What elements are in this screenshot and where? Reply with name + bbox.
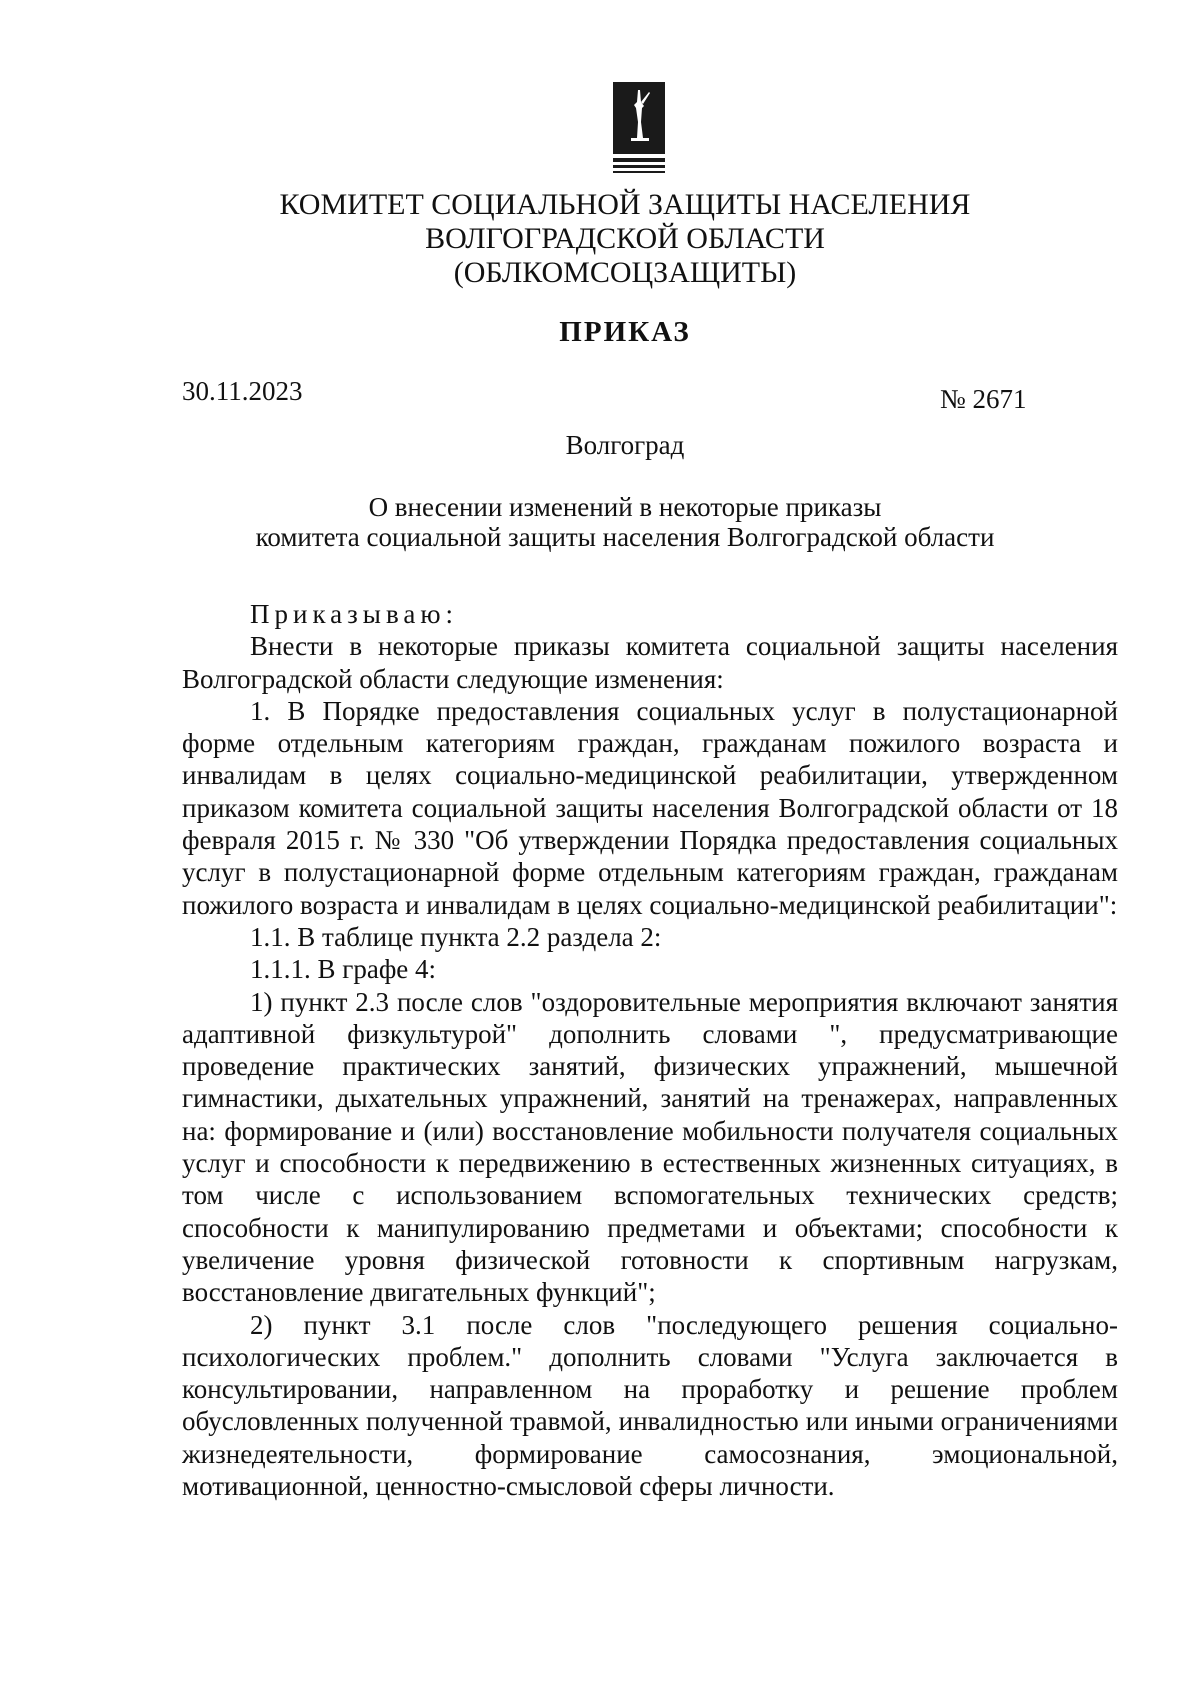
document-date: 30.11.2023 <box>182 376 303 406</box>
document-subject <box>0 492 1200 552</box>
subject-line-1: О внесении изменений в некоторые приказы <box>368 492 882 522</box>
coat-of-arms-icon <box>611 82 667 178</box>
body-paragraph-item-2: 2) пункт 3.1 после слов "последующего решения социально-психологических проблем." дополнить словами "Услуга заключается в консультировании, направленном на проработку и решение проблем обусловленных полученной травмой, инвалидностью или иными ограничениями жизнедеятельности, формирование самосознания, эмоциональной, мотивационной, ценностно-смысловой сферы личности. <box>182 1309 1118 1502</box>
body-paragraph-order: Приказываю: <box>250 599 458 629</box>
org-name-line-3: (ОБЛКОМСОЦЗАЩИТЫ) <box>453 256 797 289</box>
subject-line-2: комитета социальной защиты населения Волгоградской области <box>255 522 995 552</box>
org-name-line-1: КОМИТЕТ СОЦИАЛЬНОЙ ЗАЩИТЫ НАСЕЛЕНИЯ <box>279 188 971 221</box>
body-paragraph-1-1: 1.1. В таблице пункта 2.2 раздела 2: <box>250 921 662 952</box>
document-title: ПРИКАЗ <box>559 316 691 348</box>
body-paragraph-1-1-1: 1.1.1. В графе 4: <box>250 954 437 985</box>
body-paragraph-item-1: 1) пункт 2.3 после слов "оздоровительные мероприятия включают занятия адаптивной физкультурой" дополнить словами ", предусматривающие проведение практических занятий, физических упражнений, мышечной гимнастики, дыхательных упражнений, занятий на тренажерах, направленных на: формирование и (или) восстановление мобильности получателя социальных услуг и способности к передвижению в естественных жизненных ситуациях, в том числе с использованием вспомогательных технических средств; способности к манипулированию предметами и объектами; способности к увеличение уровня физической готовности к спортивным нагрузкам, восстановление двигательных функций"; <box>182 986 1118 1308</box>
body-paragraph-intro: Внести в некоторые приказы комитета социальной защиты населения Волгоградской области следующие изменения: <box>182 631 1118 694</box>
document-city: Волгоград <box>565 430 685 460</box>
document-body <box>182 598 1118 1502</box>
organization-header <box>0 188 1200 290</box>
org-name-line-2: ВОЛГОГРАДСКОЙ ОБЛАСТИ <box>425 222 825 255</box>
body-paragraph-1: 1. В Порядке предоставления социальных услуг в полустационарной форме отдельным категориям граждан, гражданам пожилого возраста и инвалидам в целях социально-медицинской реабилитации, утвержденном приказом комитета социальной защиты населения Волгоградской области от 18 февраля 2015 г. № 330 "Об утверждении Порядка предоставления социальных услуг в полустационарной форме отдельным категориям граждан, гражданам пожилого возраста и инвалидам в целях социально-медицинской реабилитации": <box>182 695 1118 920</box>
document-number: № 2671 <box>940 384 1027 414</box>
